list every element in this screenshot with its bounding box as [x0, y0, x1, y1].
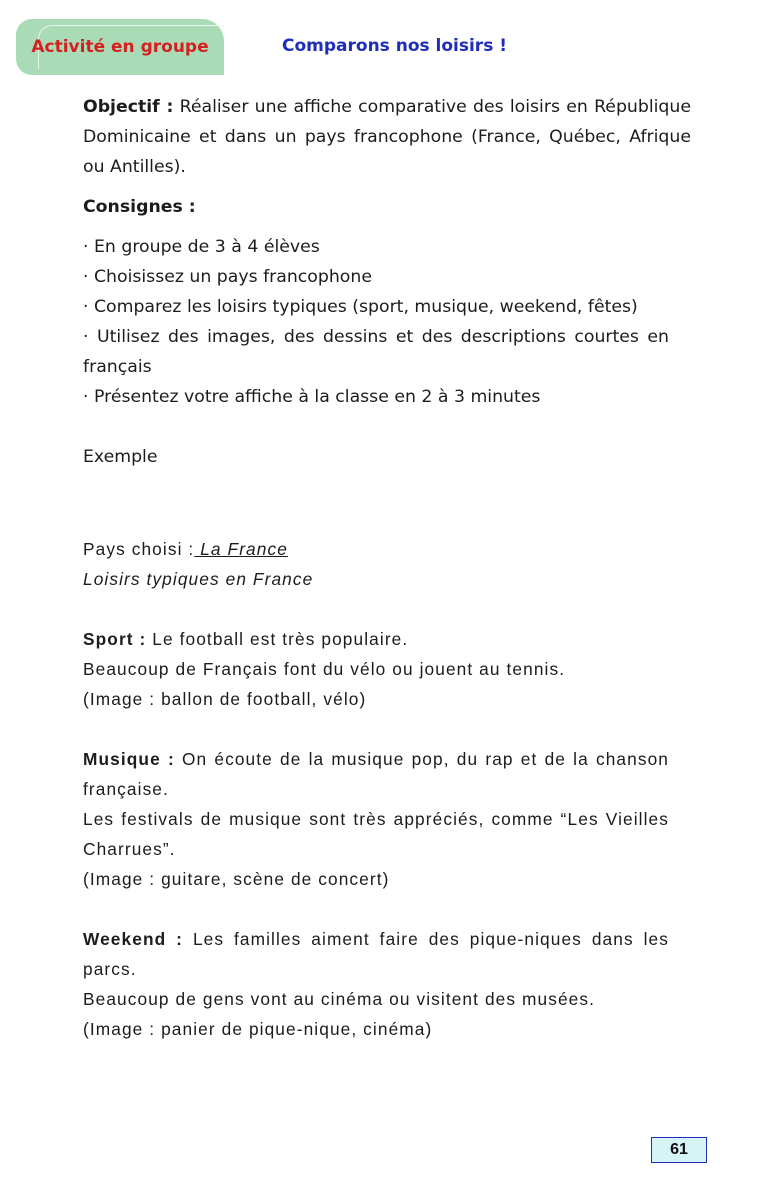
- instructions-list: [83, 232, 669, 412]
- objective-paragraph: [83, 92, 691, 182]
- sport-line1: [83, 624, 669, 654]
- country-line: [83, 534, 669, 564]
- music-line1: [83, 744, 669, 804]
- instruction-item: · Choisissez un pays francophone: [83, 267, 372, 287]
- instruction-item: · Utilisez des images, des dessins et des descriptions courtes en français: [83, 327, 669, 377]
- instruction-item: · En groupe de 3 à 4 élèves: [83, 237, 320, 257]
- country-value: La France: [194, 539, 288, 559]
- instruction-item: · Présentez votre affiche à la classe en 2 à 3 minutes: [83, 387, 541, 407]
- objective-label: Objectif :: [83, 97, 174, 117]
- sport-label: Sport :: [83, 629, 147, 649]
- sport-image: (Image : ballon de football, vélo): [83, 689, 367, 709]
- weekend-text: Les familles aiment faire des pique-niques dans les parcs.: [83, 929, 669, 979]
- example-block: [83, 534, 669, 1044]
- activity-tab: [16, 19, 224, 75]
- weekend-line2: Beaucoup de gens vont au cinéma ou visitent des musées.: [83, 989, 596, 1009]
- music-image: (Image : guitare, scène de concert): [83, 869, 390, 889]
- weekend-image: (Image : panier de pique-nique, cinéma): [83, 1019, 433, 1039]
- music-text: On écoute de la musique pop, du rap et de la chanson française.: [83, 749, 669, 799]
- page-title: Comparons nos loisirs !: [282, 36, 507, 56]
- weekend-label: Weekend :: [83, 929, 184, 949]
- music-label: Musique :: [83, 749, 175, 769]
- objective-text: Réaliser une affiche comparative des loisirs en République Dominicaine et dans un pays francophone (France, Québec, Afrique ou Antilles).: [83, 97, 691, 177]
- page-number: 61: [651, 1137, 707, 1163]
- music-line2: Les festivals de musique sont très appréciés, comme “Les Vieilles Charrues”.: [83, 809, 669, 859]
- example-subtitle: Loisirs typiques en France: [83, 569, 314, 589]
- tab-label: Activité en groupe: [31, 37, 209, 57]
- sport-text: Le football est très populaire.: [146, 629, 409, 649]
- instruction-item: · Comparez les loisirs typiques (sport, musique, weekend, fêtes): [83, 297, 638, 317]
- sport-line2: Beaucoup de Français font du vélo ou jouent au tennis.: [83, 659, 566, 679]
- example-label: Exemple: [83, 447, 158, 467]
- instructions-heading: Consignes :: [83, 197, 196, 217]
- page-content: [83, 92, 691, 1044]
- country-label: Pays choisi :: [83, 539, 195, 559]
- weekend-line1: [83, 924, 669, 984]
